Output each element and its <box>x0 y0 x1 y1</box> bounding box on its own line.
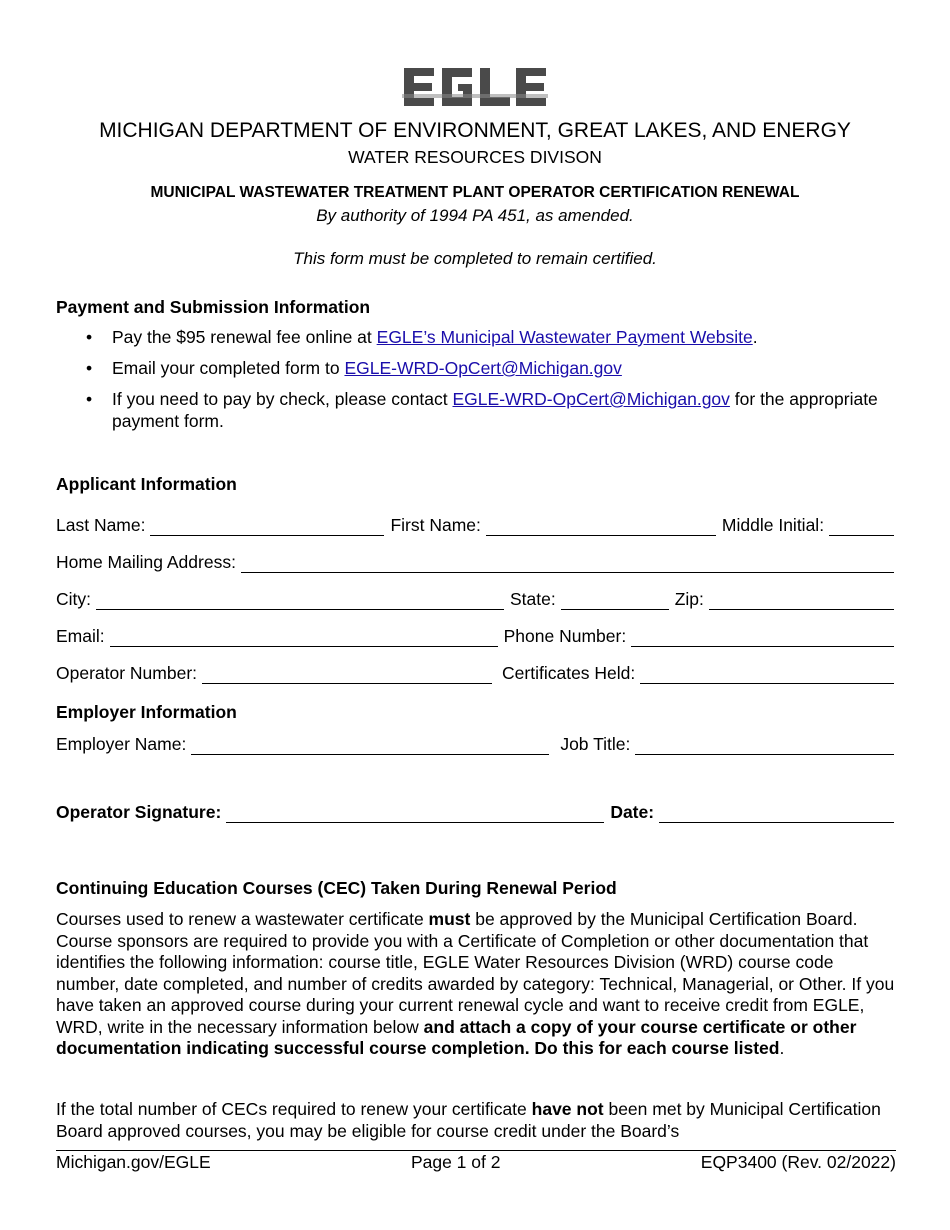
cec-paragraph-2 <box>56 1099 896 1142</box>
middle-initial-label: Middle Initial: <box>721 515 825 535</box>
form-title: MUNICIPAL WASTEWATER TREATMENT PLANT OPERATOR CERTIFICATION RENEWAL <box>150 184 800 201</box>
email-link[interactable]: EGLE-WRD-OpCert@Michigan.gov <box>344 358 622 378</box>
certificates-held-field[interactable] <box>640 665 894 684</box>
name-row <box>56 512 894 536</box>
contact-row <box>56 623 894 647</box>
employer-name-label: Employer Name: <box>56 734 187 754</box>
date-field[interactable] <box>659 804 894 823</box>
city-field[interactable] <box>96 591 504 610</box>
item-text: for the appropriate payment form. <box>112 389 878 431</box>
applicant-heading: Applicant Information <box>56 474 237 494</box>
item-text: Email your completed form to <box>112 358 345 378</box>
payment-website-link[interactable]: EGLE’s Municipal Wastewater Payment Website <box>376 327 753 347</box>
employer-heading: Employer Information <box>56 702 237 722</box>
job-title-field[interactable] <box>635 736 894 755</box>
text: . <box>779 1038 785 1058</box>
item-text: . <box>752 327 758 347</box>
text: been met by Municipal Certification Board approved courses, you may be eligible for course credit under the Board’s <box>56 1099 881 1141</box>
emphasis: must <box>428 909 471 929</box>
first-name-field[interactable] <box>486 517 716 536</box>
last-name-field[interactable] <box>150 517 384 536</box>
text: be approved by the Municipal Certification Board. Course sponsors are required to provide you with a Certificate of Completion or other documentation that identifies the following information: course title, EGLE Water Resources Division (WRD) course code number, date completed, and number of credits awarded by category: Technical, Managerial, or Other. If you have taken an approved course during your current renewal cycle and want to receive credit from EGLE, WRD, write in the necessary information below <box>56 909 895 1037</box>
zip-label: Zip: <box>674 589 704 609</box>
footer-form-number: EQP3400 (Rev. 02/2022) <box>700 1152 896 1172</box>
payment-heading: Payment and Submission Information <box>56 297 371 317</box>
home-address-label: Home Mailing Address: <box>56 552 236 572</box>
first-name-label: First Name: <box>390 515 481 535</box>
item-text: Pay the $95 renewal fee online at <box>112 327 377 347</box>
item-text: If you need to pay by check, please contact <box>112 389 453 409</box>
home-address-field[interactable] <box>241 554 894 573</box>
email-field[interactable] <box>110 628 498 647</box>
list-item <box>56 388 896 432</box>
text: Courses used to renew a wastewater certificate <box>56 909 429 929</box>
operator-signature-field[interactable] <box>226 804 604 823</box>
phone-field[interactable] <box>631 628 894 647</box>
payment-list <box>56 326 896 441</box>
job-title-label: Job Title: <box>560 734 631 754</box>
state-field[interactable] <box>561 591 669 610</box>
address-row <box>56 549 894 573</box>
city-label: City: <box>56 589 91 609</box>
authority-statement: By authority of 1994 PA 451, as amended. <box>316 206 634 225</box>
certificates-held-label: Certificates Held: <box>502 663 636 683</box>
footer-divider <box>56 1150 896 1151</box>
egle-logo-mark <box>402 64 548 110</box>
egle-logo <box>0 64 950 110</box>
page-footer <box>56 1152 896 1173</box>
employer-name-field[interactable] <box>191 736 549 755</box>
email-link-check[interactable]: EGLE-WRD-OpCert@Michigan.gov <box>452 389 730 409</box>
cec-heading: Continuing Education Courses (CEC) Taken During Renewal Period <box>56 878 617 898</box>
bullet: • <box>86 327 93 347</box>
agency-name: MICHIGAN DEPARTMENT OF ENVIRONMENT, GREAT LAKES, AND ENERGY <box>99 119 851 142</box>
text: If the total number of CECs required to renew your certificate <box>56 1099 532 1119</box>
last-name-label: Last Name: <box>56 515 146 535</box>
emphasis: have not <box>531 1099 604 1119</box>
operator-number-label: Operator Number: <box>56 663 198 683</box>
list-item <box>56 326 896 348</box>
zip-field[interactable] <box>709 591 894 610</box>
emphasis: and attach a copy of your course certificate or other documentation indicating successful course completion. Do this for each course listed <box>56 1016 857 1058</box>
footer-page-number: Page 1 of 2 <box>410 1152 501 1172</box>
phone-label: Phone Number: <box>503 626 627 646</box>
employer-row <box>56 731 894 755</box>
bullet: • <box>86 358 93 378</box>
operator-signature-label: Operator Signature: <box>56 802 222 822</box>
state-label: State: <box>510 589 556 609</box>
list-item <box>56 357 896 379</box>
operator-number-field[interactable] <box>202 665 492 684</box>
operator-row <box>56 660 894 684</box>
footer-website: Michigan.gov/EGLE <box>56 1152 211 1172</box>
bullet: • <box>86 389 93 409</box>
cec-paragraph-1 <box>56 909 896 1060</box>
signature-row <box>56 799 894 823</box>
middle-initial-field[interactable] <box>829 517 894 536</box>
division-name: WATER RESOURCES DIVISON <box>348 147 602 167</box>
completion-note: This form must be completed to remain certified. <box>293 249 657 268</box>
city-row <box>56 586 894 610</box>
email-label: Email: <box>56 626 105 646</box>
date-label: Date: <box>610 802 655 822</box>
